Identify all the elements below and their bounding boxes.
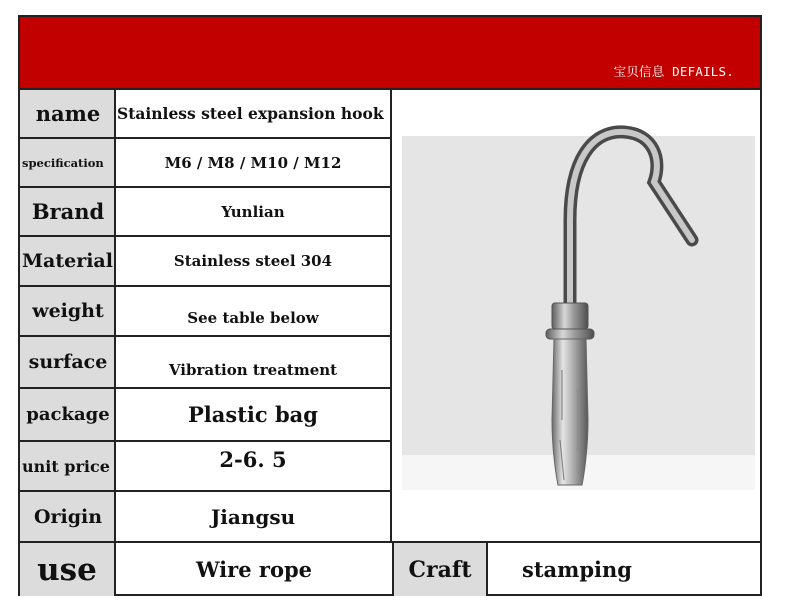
label-craft: Craft xyxy=(392,543,488,596)
label-package: package xyxy=(20,389,116,442)
value-package: Plastic bag xyxy=(116,389,392,442)
value-weight: See table below xyxy=(116,287,392,337)
value-material: Stainless steel 304 xyxy=(116,237,392,287)
label-weight: weight xyxy=(20,287,116,337)
value-specification: M6 / M8 / M10 / M12 xyxy=(116,139,392,188)
value-surface: Vibration treatment xyxy=(116,337,392,389)
label-origin: Origin xyxy=(20,492,116,541)
product-photo xyxy=(392,90,760,541)
label-brand: Brand xyxy=(20,188,116,237)
value-name: Stainless steel expansion hook xyxy=(116,90,392,139)
label-specification: specification xyxy=(20,139,116,188)
label-name: name xyxy=(20,90,116,139)
value-craft: stamping xyxy=(522,557,632,582)
label-unit-price: unit price xyxy=(20,442,116,492)
value-unit-price: 2-6. 5 xyxy=(116,442,392,492)
bottom-row xyxy=(20,541,760,596)
product-spec-sheet xyxy=(18,15,762,596)
expansion-hook-image xyxy=(392,90,760,541)
label-material: Material xyxy=(20,237,116,287)
value-brand: Yunlian xyxy=(116,188,392,237)
value-origin: Jiangsu xyxy=(116,492,392,541)
value-use: Wire rope xyxy=(195,557,313,582)
header-banner xyxy=(20,17,760,90)
header-title: 宝贝信息 DEFAILS. xyxy=(613,64,734,79)
label-surface: surface xyxy=(20,337,116,389)
label-use: use xyxy=(20,543,116,596)
